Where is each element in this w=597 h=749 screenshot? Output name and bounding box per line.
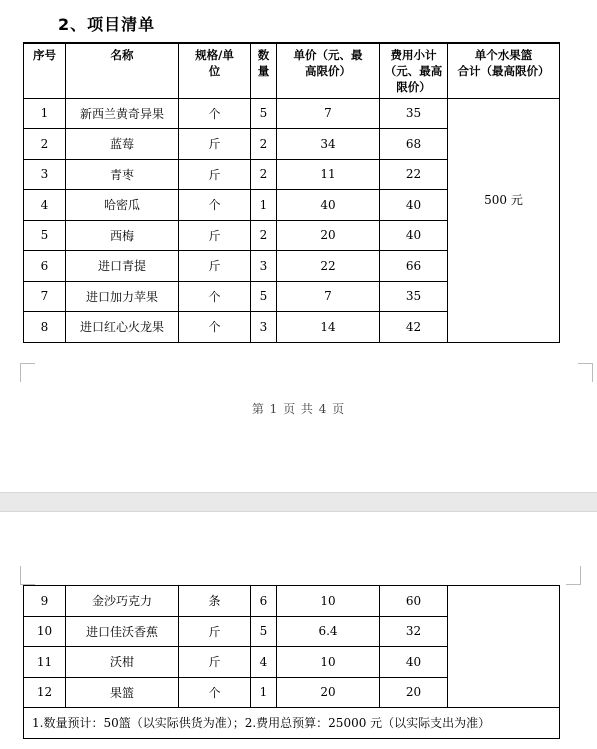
header-name: 名称 xyxy=(66,43,179,98)
cell-unit: 斤 xyxy=(179,159,251,190)
header-basket-total: 单个水果篮 合计（最高限价） xyxy=(448,43,560,98)
cell-price: 22 xyxy=(277,251,380,282)
cell-subtotal: 60 xyxy=(380,586,448,617)
cell-price: 10 xyxy=(277,586,380,617)
cell-unit: 个 xyxy=(179,677,251,708)
cell-name: 进口红心火龙果 xyxy=(66,312,179,343)
cell-subtotal: 42 xyxy=(380,312,448,343)
cell-price: 7 xyxy=(277,281,380,312)
cell-qty: 5 xyxy=(251,281,277,312)
header-no: 序号 xyxy=(24,43,66,98)
cell-unit: 斤 xyxy=(179,616,251,647)
cell-no: 2 xyxy=(24,129,66,160)
cell-no: 6 xyxy=(24,251,66,282)
cell-subtotal: 40 xyxy=(380,220,448,251)
cell-unit: 斤 xyxy=(179,251,251,282)
cell-no: 3 xyxy=(24,159,66,190)
cell-qty: 4 xyxy=(251,647,277,678)
cell-name: 进口青提 xyxy=(66,251,179,282)
cell-qty: 2 xyxy=(251,220,277,251)
table-row xyxy=(24,98,560,129)
cell-name: 沃柑 xyxy=(66,647,179,678)
cell-price: 20 xyxy=(277,220,380,251)
page-margin-mark xyxy=(20,363,35,382)
cell-no: 5 xyxy=(24,220,66,251)
cell-name: 青枣 xyxy=(66,159,179,190)
cell-price: 7 xyxy=(277,98,380,129)
cell-name: 金沙巧克力 xyxy=(66,586,179,617)
cell-subtotal: 32 xyxy=(380,616,448,647)
cell-unit: 个 xyxy=(179,281,251,312)
cell-qty: 3 xyxy=(251,312,277,343)
cell-unit: 斤 xyxy=(179,220,251,251)
cell-subtotal: 35 xyxy=(380,281,448,312)
cell-no: 12 xyxy=(24,677,66,708)
cell-subtotal: 22 xyxy=(380,159,448,190)
cell-unit: 个 xyxy=(179,98,251,129)
cell-subtotal: 35 xyxy=(380,98,448,129)
cell-unit: 斤 xyxy=(179,129,251,160)
cell-no: 1 xyxy=(24,98,66,129)
section-heading: 2、项目清单 xyxy=(58,15,156,34)
project-list-table xyxy=(23,42,560,343)
cell-qty: 1 xyxy=(251,677,277,708)
cell-name: 进口佳沃香蕉 xyxy=(66,616,179,647)
cell-qty: 1 xyxy=(251,190,277,221)
cell-basket-total: 500 元 xyxy=(448,98,560,342)
cell-no: 11 xyxy=(24,647,66,678)
cell-name: 新西兰黄奇异果 xyxy=(66,98,179,129)
cell-no: 8 xyxy=(24,312,66,343)
cell-subtotal: 66 xyxy=(380,251,448,282)
cell-unit: 个 xyxy=(179,190,251,221)
header-price: 单价（元、最 高限价） xyxy=(277,43,380,98)
cell-name: 果篮 xyxy=(66,677,179,708)
cell-qty: 3 xyxy=(251,251,277,282)
cell-price: 34 xyxy=(277,129,380,160)
cell-name: 哈密瓜 xyxy=(66,190,179,221)
cell-basket-total-continued xyxy=(448,586,560,708)
cell-name: 进口加力苹果 xyxy=(66,281,179,312)
project-list-table-continued xyxy=(23,585,560,739)
cell-unit: 斤 xyxy=(179,647,251,678)
cell-price: 20 xyxy=(277,677,380,708)
table-note-row xyxy=(24,708,560,739)
page-margin-mark xyxy=(578,363,593,382)
header-qty: 数 量 xyxy=(251,43,277,98)
cell-subtotal: 40 xyxy=(380,190,448,221)
table-row xyxy=(24,586,560,617)
cell-subtotal: 40 xyxy=(380,647,448,678)
cell-unit: 条 xyxy=(179,586,251,617)
cell-name: 蓝莓 xyxy=(66,129,179,160)
cell-subtotal: 20 xyxy=(380,677,448,708)
header-unit: 规格/单 位 xyxy=(179,43,251,98)
cell-no: 4 xyxy=(24,190,66,221)
cell-no: 7 xyxy=(24,281,66,312)
cell-price: 6.4 xyxy=(277,616,380,647)
page-number-footer: 第 1 页 共 4 页 xyxy=(251,402,346,416)
table-header-row xyxy=(24,43,560,98)
cell-qty: 2 xyxy=(251,129,277,160)
header-subtotal: 费用小计 （元、最高 限价） xyxy=(380,43,448,98)
cell-qty: 5 xyxy=(251,98,277,129)
table-note: 1.数量预计：50篮（以实际供货为准）；2.费用总预算：25000 元（以实际支出为准） xyxy=(24,708,560,739)
cell-price: 40 xyxy=(277,190,380,221)
cell-no: 9 xyxy=(24,586,66,617)
cell-qty: 6 xyxy=(251,586,277,617)
cell-unit: 个 xyxy=(179,312,251,343)
page-margin-mark xyxy=(20,566,35,585)
cell-price: 11 xyxy=(277,159,380,190)
page-gap xyxy=(0,492,597,512)
cell-price: 14 xyxy=(277,312,380,343)
cell-no: 10 xyxy=(24,616,66,647)
cell-qty: 5 xyxy=(251,616,277,647)
page-margin-mark xyxy=(566,566,581,585)
cell-qty: 2 xyxy=(251,159,277,190)
cell-name: 西梅 xyxy=(66,220,179,251)
cell-price: 10 xyxy=(277,647,380,678)
cell-subtotal: 68 xyxy=(380,129,448,160)
